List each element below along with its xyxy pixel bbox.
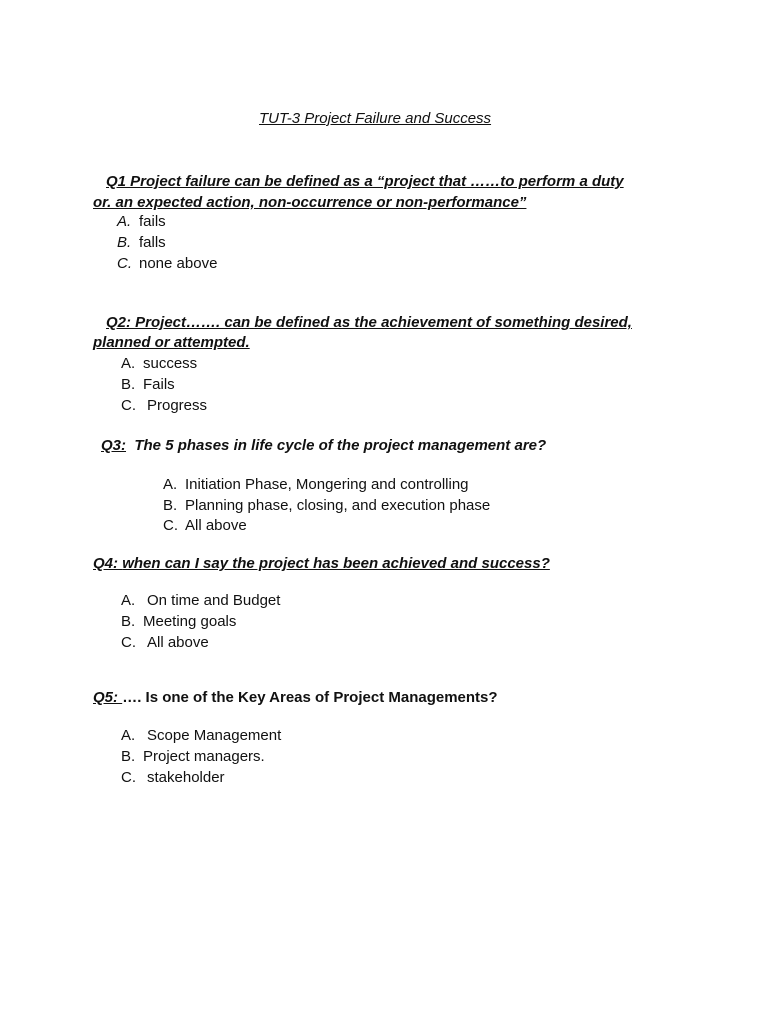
option-marker: B. bbox=[121, 376, 136, 393]
question-4-option-a bbox=[121, 591, 280, 611]
option-text: All above bbox=[147, 634, 209, 651]
question-text: when can I say the project has been achieved and success? bbox=[122, 555, 550, 572]
option-marker: A. bbox=[121, 727, 136, 744]
question-2-option-a bbox=[121, 354, 197, 374]
question-3-option-a bbox=[163, 475, 469, 495]
option-text: success bbox=[143, 355, 198, 372]
option-marker: A. bbox=[121, 592, 136, 609]
option-text: All above bbox=[185, 517, 247, 534]
question-label: Q5: bbox=[93, 689, 119, 706]
question-1-option-b bbox=[117, 233, 166, 253]
question-3-option-c bbox=[163, 516, 247, 536]
question-3 bbox=[101, 436, 546, 456]
option-marker: C. bbox=[121, 769, 136, 786]
question-5 bbox=[93, 688, 498, 708]
option-marker: B. bbox=[121, 748, 136, 765]
question-4 bbox=[93, 554, 550, 574]
option-text: Fails bbox=[143, 376, 175, 393]
question-1-line-2: or. an expected action, non-occurrence or non-performance” bbox=[93, 194, 527, 211]
question-2-option-b bbox=[121, 375, 175, 395]
option-marker: B. bbox=[117, 234, 132, 251]
option-marker: B. bbox=[121, 613, 136, 630]
option-text: On time and Budget bbox=[147, 592, 281, 609]
option-marker: A. bbox=[163, 476, 178, 493]
question-4-option-b bbox=[121, 612, 236, 632]
question-text: The 5 phases in life cycle of the project management are? bbox=[134, 437, 547, 454]
option-text: fails bbox=[139, 213, 166, 230]
option-text: Project managers. bbox=[143, 748, 265, 765]
option-text: Planning phase, closing, and execution phase bbox=[185, 497, 491, 514]
question-1-option-a bbox=[117, 212, 166, 232]
option-marker: A. bbox=[121, 355, 136, 372]
question-1-option-c bbox=[117, 254, 217, 274]
option-text: Meeting goals bbox=[143, 613, 237, 630]
question-4-option-c bbox=[121, 633, 209, 653]
question-2-line-1: Q2: Project……. can be defined as the achievement of something desired, bbox=[106, 314, 632, 331]
option-text: none above bbox=[139, 255, 218, 272]
option-marker: C. bbox=[163, 517, 178, 534]
question-1-line-1: Q1 Project failure can be defined as a “project that ……to perform a duty bbox=[106, 173, 624, 190]
option-text: Scope Management bbox=[147, 727, 282, 744]
question-text: …. Is one of the Key Areas of Project Managements? bbox=[122, 689, 498, 706]
option-marker: C. bbox=[121, 634, 136, 651]
option-text: stakeholder bbox=[147, 769, 225, 786]
question-5-option-c bbox=[121, 768, 225, 788]
option-text: Initiation Phase, Mongering and controlling bbox=[185, 476, 469, 493]
question-5-option-b bbox=[121, 747, 265, 767]
option-text: falls bbox=[139, 234, 166, 251]
option-marker: A. bbox=[117, 213, 132, 230]
option-marker: B. bbox=[163, 497, 178, 514]
question-label: Q3: bbox=[101, 437, 127, 454]
option-marker: C. bbox=[117, 255, 132, 272]
option-marker: C. bbox=[121, 397, 136, 414]
option-text: Progress bbox=[147, 397, 208, 414]
question-3-option-b bbox=[163, 496, 490, 516]
question-2-line-2: planned or attempted. bbox=[93, 334, 250, 351]
document-title: TUT-3 Project Failure and Success bbox=[259, 110, 492, 127]
question-2-option-c bbox=[121, 396, 207, 416]
question-5-option-a bbox=[121, 726, 281, 746]
question-label: Q4: bbox=[93, 555, 119, 572]
